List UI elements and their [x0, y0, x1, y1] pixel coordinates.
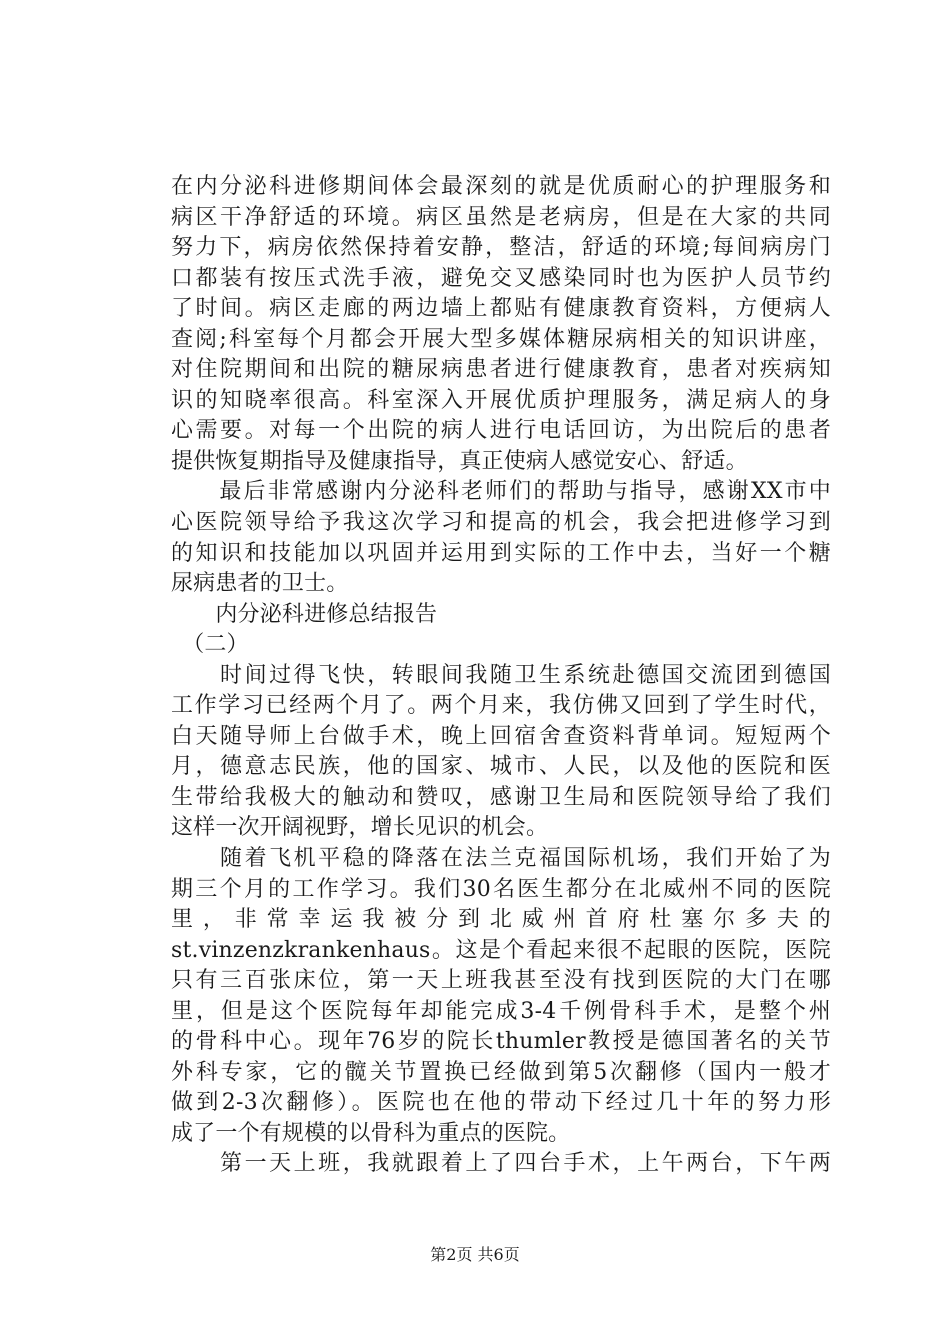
section-number: （二）	[171, 632, 249, 658]
body-text-line: st.vinzenzkrankenhaus。这是个看起来很不起眼的医院，医院	[171, 937, 831, 963]
body-text-line: 这样一次开阔视野，增长见识的机会。	[171, 815, 549, 841]
body-text-line: 查阅;科室每个月都会开展大型多媒体糖尿病相关的知识讲座，	[171, 326, 831, 352]
body-text-line: 口都装有按压式洗手液，避免交叉感染同时也为医护人员节约	[171, 265, 831, 291]
body-text-line: 里，非常幸运我被分到北威州首府杜塞尔多夫的	[171, 907, 831, 933]
body-text-line: 在内分泌科进修期间体会最深刻的就是优质耐心的护理服务和	[171, 174, 831, 199]
body-text-line: 心医院领导给予我这次学习和提高的机会，我会把进修学习到	[171, 510, 831, 535]
paragraph-start-line: 时间过得飞快，转眼间我随卫生系统赴德国交流团到德国	[171, 662, 831, 688]
body-text-line: 心需要。对每一个出院的病人进行电话回访，为出院后的患者	[171, 418, 831, 444]
body-text-line: 白天随导师上台做手术，晚上回宿舍查资料背单词。短短两个	[171, 723, 831, 749]
body-text-line: 工作学习已经两个月了。两个月来，我仿佛又回到了学生时代，	[171, 693, 831, 719]
body-text-line: 做到2-3次翻修）。医院也在他的带动下经过几十年的努力形	[171, 1090, 831, 1116]
body-text-line: 期三个月的工作学习。我们30名医生都分在北威州不同的医院	[171, 876, 831, 902]
page-footer: 第2页 共6页	[430, 1245, 520, 1264]
body-text-line: 了时间。病区走廊的两边墙上都贴有健康教育资料，方便病人	[171, 296, 831, 322]
body-text-line: 成了一个有规模的以骨科为重点的医院。	[171, 1120, 571, 1146]
body-text-line: 提供恢复期指导及健康指导，真正使病人感觉安心、舒适。	[171, 448, 748, 474]
body-text-line: 月，德意志民族，他的国家、城市、人民，以及他的医院和医	[171, 754, 831, 780]
body-text-line: 的知识和技能加以巩固并运用到实际的工作中去，当好一个糖	[171, 540, 831, 566]
body-text-line: 尿病患者的卫士。	[171, 571, 349, 597]
body-text-line: 生带给我极大的触动和赞叹，感谢卫生局和医院领导给了我们	[171, 784, 831, 810]
body-text-line: 病区干净舒适的环境。病区虽然是老病房，但是在大家的共同	[171, 204, 831, 230]
body-text-line: 第一天上班，我就跟着上了四台手术，上午两台，下午两	[171, 1151, 831, 1177]
paragraph-start-line: 最后非常感谢内分泌科老师们的帮助与指导，感谢XX市中	[171, 479, 831, 505]
body-text-line: 只有三百张床位，第一天上班我甚至没有找到医院的大门在哪	[171, 968, 831, 994]
body-text-line: 识的知晓率很高。科室深入开展优质护理服务，满足病人的身	[171, 387, 831, 413]
body-text-line: 的骨科中心。现年76岁的院长thumler教授是德国著名的关节	[171, 1029, 831, 1055]
paragraph-start-line: 随着飞机平稳的降落在法兰克福国际机场，我们开始了为	[171, 846, 831, 871]
body-text-line: 外科专家，它的髋关节置换已经做到第5次翻修（国内一般才	[171, 1059, 831, 1085]
body-text-line: 对住院期间和出院的糖尿病患者进行健康教育，患者对疾病知	[171, 357, 831, 383]
section-heading: 内分泌科进修总结报告	[171, 601, 438, 627]
body-text-line: 里，但是这个医院每年却能完成3-4千例骨科手术，是整个州	[171, 998, 831, 1024]
body-text-line: 努力下，病房依然保持着安静，整洁，舒适的环境;每间病房门	[171, 235, 831, 261]
